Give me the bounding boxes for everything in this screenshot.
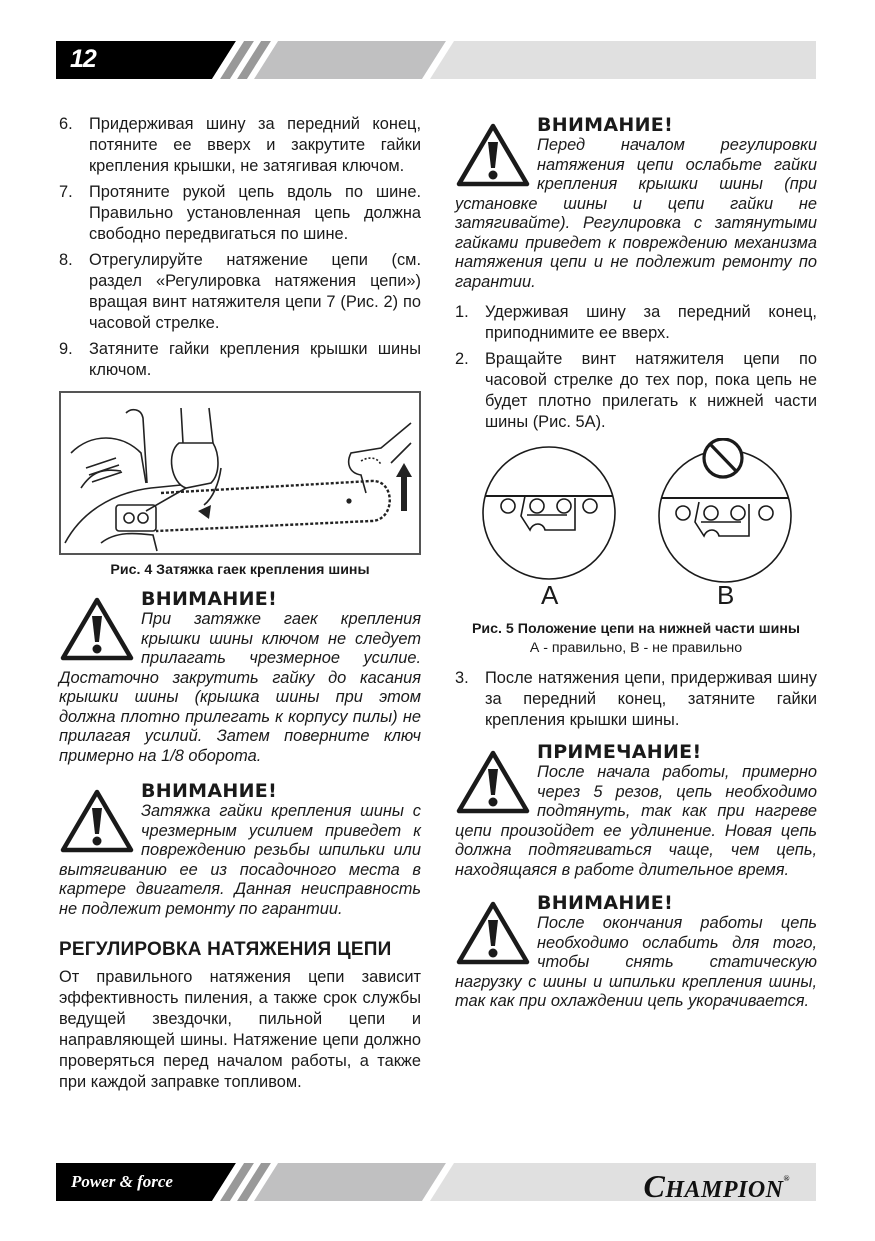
chainsaw-tightening-illustration-icon bbox=[61, 393, 419, 553]
header-stripes bbox=[56, 41, 816, 79]
step-text: Затяните гайки крепления крышки шины ключом. bbox=[89, 340, 421, 379]
step-number: 8. bbox=[59, 251, 73, 269]
warning-triangle-icon bbox=[59, 786, 135, 856]
list-item bbox=[59, 339, 421, 381]
warning-triangle-icon bbox=[455, 747, 531, 817]
step-number: 3. bbox=[455, 669, 469, 687]
logo-rest: HAMPION bbox=[665, 1177, 784, 1203]
figure-5-subcaption: А - правильно, В - не правильно bbox=[529, 640, 743, 656]
step-text: После натяжения цепи, придерживая шину за передний конец, затяните гайки крепления крышки шины. bbox=[485, 669, 817, 729]
chain-position-diagram-icon bbox=[455, 438, 817, 588]
figure-5-label-b: B bbox=[717, 580, 735, 610]
note-title: ПРИМЕЧАНИЕ! bbox=[537, 741, 702, 763]
page-number: 12 bbox=[70, 45, 96, 73]
warning-text: Перед началом регулировки натяжения цепи ослабьте гайки крепления крышки шины (при установке шины и цепи гайки не затягивайте). Регулировка с затянутыми гайками приведет к повреждению механизма натяжения цепи и не подлежит ремонту по гарантии. bbox=[455, 136, 817, 291]
note-text: После начала работы, примерно через 5 резов, цепь необходимо подтянуть, так как при нагреве цепи произойдет ее удлинение. Новая цепь должна подтягиваться чаще, чем цепь, находящаяся в работе длительное время. bbox=[455, 763, 817, 879]
step-text: Вращайте винт натяжителя цепи по часовой стрелке до тех пор, пока цепь не будет плотно прилегать к нижней части шины (Рис. 5А). bbox=[485, 350, 817, 431]
step-text: Удерживая шину за передний конец, приподнимите ее вверх. bbox=[485, 303, 817, 342]
figure-4-illustration bbox=[59, 391, 421, 555]
list-item bbox=[455, 668, 817, 731]
steps-list-3 bbox=[455, 668, 817, 731]
step-text: Придерживая шину за передний конец, потяните ее вверх и закрутите гайки крепления крышки, не затягивая ключом. bbox=[89, 115, 421, 175]
warning-text: При затяжке гаек крепления крышки шины ключом не следует прилагать чрезмерное усилие. Достаточно закрутить гайку до касания крышки шины (крышка шины при этом должна плотно прилегать к корпусу пилы) не прилагая усилий. Затем поверните ключ примерно на 1/8 оборота. bbox=[59, 610, 421, 765]
right-column bbox=[455, 114, 817, 1012]
warning-block bbox=[455, 114, 817, 292]
logo-initial: C bbox=[643, 1168, 666, 1204]
footer-tagline: Power & force bbox=[71, 1172, 173, 1191]
warning-block bbox=[59, 588, 421, 766]
warning-triangle-icon bbox=[455, 898, 531, 968]
step-number: 7. bbox=[59, 183, 73, 201]
champion-logo bbox=[643, 1168, 790, 1205]
left-column bbox=[59, 114, 421, 1093]
figure-5-caption: Рис. 5 Положение цепи на нижней части шины bbox=[471, 621, 801, 637]
registered-mark: ® bbox=[783, 1174, 790, 1183]
warning-title: ВНИМАНИЕ! bbox=[537, 114, 674, 136]
figure-4-caption: Рис. 4 Затяжка гаек крепления шины bbox=[110, 562, 370, 578]
footer-band bbox=[56, 1163, 816, 1204]
steps-list-6-9 bbox=[59, 114, 421, 381]
warning-text: После окончания работы цепь необходимо ослабить для того, чтобы снять статическую нагрузку с шины и шпильки крепления шины, так как при охлаждении цепь укорачивается. bbox=[455, 914, 817, 1010]
list-item bbox=[59, 114, 421, 177]
step-number: 1. bbox=[455, 303, 469, 321]
list-item bbox=[59, 182, 421, 245]
warning-title: ВНИМАНИЕ! bbox=[537, 892, 674, 914]
list-item bbox=[455, 349, 817, 433]
step-number: 6. bbox=[59, 115, 73, 133]
section-title: РЕГУЛИРОВКА НАТЯЖЕНИЯ ЦЕПИ bbox=[59, 939, 392, 960]
steps-list-1-2 bbox=[455, 302, 817, 433]
list-item bbox=[59, 250, 421, 334]
note-block bbox=[455, 741, 817, 880]
step-text: Отрегулируйте натяжение цепи (см. раздел «Регулировка натяжения цепи») вращая винт натяжителя цепи 7 (Рис. 2) по часовой стрелке. bbox=[89, 251, 421, 332]
figure-5-illustration bbox=[455, 438, 817, 620]
warning-triangle-icon bbox=[455, 120, 531, 190]
figure-5-label-a: A bbox=[541, 580, 559, 610]
warning-block bbox=[59, 780, 421, 919]
step-text: Протяните рукой цепь вдоль по шине. Правильно установленная цепь должна свободно передвигаться по шине. bbox=[89, 183, 421, 243]
warning-title: ВНИМАНИЕ! bbox=[141, 780, 278, 802]
warning-text: Затяжка гайки крепления шины с чрезмерным усилием приведет к повреждению резьбы шпильки или вытягиванию ее из посадочного места в картере двигателя. Данная неисправность не подлежит ремонту по гарантии. bbox=[59, 802, 421, 918]
header-band bbox=[56, 41, 816, 79]
warning-triangle-icon bbox=[59, 594, 135, 664]
list-item bbox=[455, 302, 817, 344]
step-number: 2. bbox=[455, 350, 469, 368]
section-text: От правильного натяжения цепи зависит эффективность пиления, а также срок службы ведущей звездочки, пильной цепи и направляющей шины. Натяжение цепи должно проверяться перед началом работы, а также при каждой заправке топливом. bbox=[59, 968, 421, 1091]
warning-title: ВНИМАНИЕ! bbox=[141, 588, 278, 610]
warning-block bbox=[455, 892, 817, 1012]
step-number: 9. bbox=[59, 340, 73, 358]
